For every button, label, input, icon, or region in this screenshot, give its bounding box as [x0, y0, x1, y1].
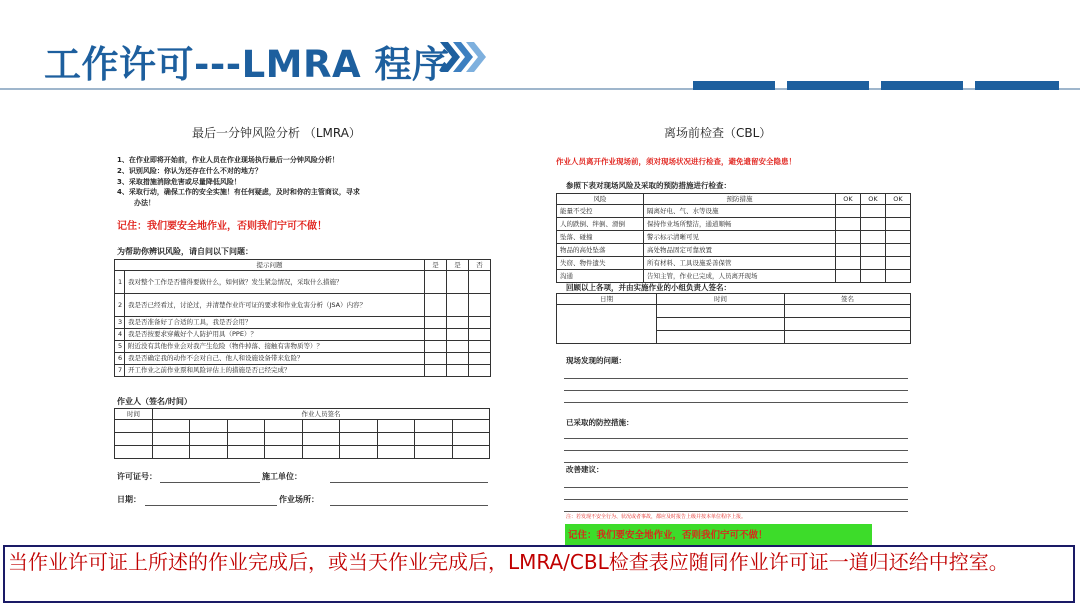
sign-time-cell[interactable] — [657, 318, 785, 331]
sign-cell[interactable] — [377, 420, 414, 433]
lmra-step: 3、采取措施消除危害或尽量降低风险！ — [117, 177, 241, 186]
sign-cell[interactable] — [340, 420, 377, 433]
sign-cell[interactable] — [452, 433, 490, 446]
ok-checkbox[interactable] — [836, 257, 861, 270]
risk-cell: 物品的高处坠落 — [557, 244, 644, 257]
table-row — [115, 294, 491, 317]
answer-checkbox[interactable] — [447, 317, 469, 329]
problems-line[interactable] — [564, 402, 908, 403]
lmra-warning: 记住：我们要安全地作业，否则我们宁可不做！ — [117, 221, 327, 232]
answer-checkbox[interactable] — [447, 294, 469, 317]
risk-cell: 能量不受控 — [557, 205, 644, 218]
question-text: 我是否确定我的动作不会对自己、他人和设施设备带来危险？ — [125, 353, 425, 365]
answer-header: 是 — [425, 260, 447, 271]
table-row — [115, 271, 491, 294]
sign-name-cell[interactable] — [785, 305, 911, 318]
ok-checkbox[interactable] — [861, 205, 886, 218]
header-accent-block — [787, 81, 869, 90]
green-warning: 记住：我们要安全地作业，否则我们宁可不做！ — [568, 530, 768, 541]
problems-line[interactable] — [564, 378, 908, 379]
table-row — [115, 446, 490, 459]
sign-cell[interactable] — [265, 433, 302, 446]
question-text: 我是否准备好了合适的工具，我是否会用？ — [125, 317, 425, 329]
answer-header: 否 — [469, 260, 491, 271]
sign-cell[interactable] — [153, 433, 190, 446]
measure-cell: 警示标示清晰可见 — [644, 231, 836, 244]
table-row — [115, 365, 491, 377]
suggest-line[interactable] — [564, 511, 908, 512]
sign-cell[interactable] — [415, 433, 452, 446]
sign-cell[interactable] — [265, 446, 302, 459]
cbl-check-table — [556, 193, 911, 283]
worker-sign-table — [114, 408, 490, 459]
sign-cell[interactable] — [377, 446, 414, 459]
table-row — [557, 270, 911, 283]
sign-cell[interactable] — [115, 446, 153, 459]
answer-header: 是 — [447, 260, 469, 271]
header-accent-block — [881, 81, 963, 90]
worker-sign-label: 作业人（签名/时间） — [117, 397, 192, 406]
answer-checkbox[interactable] — [447, 353, 469, 365]
lmra-step: 1、在作业即将开始前，作业人员在作业现场执行最后一分钟风险分析！ — [117, 156, 339, 164]
time-header: 时间 — [115, 409, 153, 420]
answer-checkbox[interactable] — [469, 329, 491, 341]
cbl-note: 注：若发现不安全行为、状况或者事故，都应及时报告上级并按本单位程序上报。 — [566, 514, 747, 520]
sign-date-cell[interactable] — [557, 305, 657, 344]
measure-cell: 所有材料、工具设施妥善保管 — [644, 257, 836, 270]
sign-cell[interactable] — [190, 420, 227, 433]
table-row — [557, 231, 911, 244]
sign-name-cell[interactable] — [785, 318, 911, 331]
site-field[interactable] — [330, 505, 488, 506]
unit-field[interactable] — [330, 482, 488, 483]
measure-header: 预防措施 — [644, 194, 836, 205]
lmra-step: 办法！ — [134, 199, 155, 207]
worker-sign-header: 作业人员签名 — [153, 409, 490, 420]
answer-checkbox[interactable] — [469, 294, 491, 317]
sign-time-header: 时间 — [657, 294, 785, 305]
table-row — [115, 433, 490, 446]
ok-checkbox[interactable] — [886, 257, 911, 270]
sign-cell[interactable] — [452, 446, 490, 459]
site-label: 作业场所： — [279, 495, 319, 504]
measure-cell: 高处物品固定可靠放置 — [644, 244, 836, 257]
table-row — [557, 257, 911, 270]
sign-name-header: 签名 — [785, 294, 911, 305]
question-number: 3 — [115, 317, 125, 329]
sign-cell[interactable] — [227, 446, 264, 459]
measure-cell: 保持作业场所整洁，通道顺畅 — [644, 218, 836, 231]
permit-no-field[interactable] — [160, 482, 260, 483]
sign-cell[interactable] — [227, 420, 264, 433]
sign-cell[interactable] — [340, 446, 377, 459]
ok-checkbox[interactable] — [886, 270, 911, 283]
sign-cell[interactable] — [153, 420, 190, 433]
question-text: 附近没有其他作业会对我产生危险（物件掉落、接触有害物质等）？ — [125, 341, 425, 353]
question-number: 4 — [115, 329, 125, 341]
cbl-sign-intro: 回顾以上各项，并由实施作业的小组负责人签名： — [566, 283, 731, 292]
answer-checkbox[interactable] — [447, 365, 469, 377]
ok-checkbox[interactable] — [886, 205, 911, 218]
answer-checkbox[interactable] — [425, 317, 447, 329]
answer-checkbox[interactable] — [469, 365, 491, 377]
sign-cell[interactable] — [415, 420, 452, 433]
answer-checkbox[interactable] — [447, 271, 469, 294]
answer-checkbox[interactable] — [469, 271, 491, 294]
suggest-label: 改善建议： — [566, 465, 604, 474]
question-header: 提示问题 — [115, 260, 425, 271]
question-number: 6 — [115, 353, 125, 365]
unit-label: 施工单位： — [262, 472, 302, 481]
table-row — [115, 353, 491, 365]
sign-cell[interactable] — [190, 446, 227, 459]
sign-cell[interactable] — [227, 433, 264, 446]
answer-checkbox[interactable] — [425, 294, 447, 317]
table-row — [115, 317, 491, 329]
date-label: 日期： — [117, 495, 141, 504]
measures-line[interactable] — [564, 462, 908, 463]
measures-line[interactable] — [564, 450, 908, 451]
header-accent-block — [693, 81, 775, 90]
sign-name-cell[interactable] — [785, 331, 911, 344]
answer-checkbox[interactable] — [447, 341, 469, 353]
answer-checkbox[interactable] — [469, 353, 491, 365]
risk-cell: 人的跌倒、绊倒、滑倒 — [557, 218, 644, 231]
lmra-title: 最后一分钟风险分析 （LMRA） — [192, 126, 361, 140]
ok-checkbox[interactable] — [836, 205, 861, 218]
ok-checkbox[interactable] — [886, 218, 911, 231]
answer-checkbox[interactable] — [447, 329, 469, 341]
lmra-question-table — [114, 259, 491, 377]
question-text: 开工作业之前作业票和风险评估上的措施是否已经完成？ — [125, 365, 425, 377]
table-row — [557, 244, 911, 257]
sign-cell[interactable] — [377, 433, 414, 446]
answer-checkbox[interactable] — [469, 341, 491, 353]
risk-header: 风险 — [557, 194, 644, 205]
header-accent-block — [975, 81, 1059, 90]
lmra-steps — [117, 156, 497, 208]
sign-cell[interactable] — [340, 433, 377, 446]
question-intro: 为帮助你辨识风险，请自问以下问题： — [117, 247, 253, 256]
permit-no-label: 许可证号： — [117, 472, 157, 481]
measure-cell: 隔离好电、气、水等设施 — [644, 205, 836, 218]
cbl-intro: 参照下表对现场风险及采取的预防措施进行检查： — [566, 181, 731, 190]
cbl-warning: 作业人员离开作业现场前，须对现场状况进行检查，避免遗留安全隐患！ — [556, 157, 796, 166]
ok-checkbox[interactable] — [836, 218, 861, 231]
question-number: 7 — [115, 365, 125, 377]
lmra-step: 2、识别风险：你认为还存在什么不对的地方？ — [117, 166, 262, 175]
sign-cell[interactable] — [190, 433, 227, 446]
ok-checkbox[interactable] — [861, 218, 886, 231]
ok-checkbox[interactable] — [861, 270, 886, 283]
sign-time-cell[interactable] — [657, 331, 785, 344]
ok-checkbox[interactable] — [886, 231, 911, 244]
table-row — [557, 218, 911, 231]
sign-cell[interactable] — [265, 420, 302, 433]
page-title: 工作许可---LMRA 程序 — [44, 43, 450, 86]
question-number: 2 — [115, 294, 125, 317]
table-row — [115, 329, 491, 341]
ok-checkbox[interactable] — [836, 244, 861, 257]
suggest-line[interactable] — [564, 499, 908, 500]
table-row — [115, 420, 490, 433]
question-number: 1 — [115, 271, 125, 294]
sign-cell[interactable] — [302, 420, 339, 433]
answer-checkbox[interactable] — [425, 329, 447, 341]
sign-date-header: 日期 — [557, 294, 657, 305]
risk-cell: 沟通 — [557, 270, 644, 283]
table-row — [115, 341, 491, 353]
risk-cell: 失窃、物件遗失 — [557, 257, 644, 270]
ok-checkbox[interactable] — [836, 270, 861, 283]
sign-cell[interactable] — [415, 446, 452, 459]
lmra-step: 4、采取行动，确保工作的安全实施！有任何疑虑，及时和你的主管商议，寻求 — [117, 188, 360, 197]
ok-header: OK — [836, 194, 861, 205]
answer-checkbox[interactable] — [425, 341, 447, 353]
sign-cell[interactable] — [302, 433, 339, 446]
cbl-sign-table — [556, 293, 911, 344]
ok-checkbox[interactable] — [836, 231, 861, 244]
double-chevron-right-icon — [440, 40, 486, 74]
sign-cell[interactable] — [153, 446, 190, 459]
suggest-line[interactable] — [564, 487, 908, 488]
answer-checkbox[interactable] — [425, 365, 447, 377]
question-number: 5 — [115, 341, 125, 353]
sign-cell[interactable] — [115, 433, 153, 446]
date-field[interactable] — [145, 505, 277, 506]
measures-line[interactable] — [564, 438, 908, 439]
answer-checkbox[interactable] — [469, 317, 491, 329]
measure-cell: 告知主管，作业已完成，人员离开现场 — [644, 270, 836, 283]
risk-cell: 坠落、碰撞 — [557, 231, 644, 244]
question-text: 我是否已经看过，讨论过，并清楚作业许可证的要求和作业危害分析（JSA）内容？ — [125, 294, 425, 317]
table-row — [557, 205, 911, 218]
ok-header: OK — [861, 194, 886, 205]
question-text: 我对整个工作是否懂得要做什么，如何做？发生紧急情况，采取什么措施？ — [125, 271, 425, 294]
answer-checkbox[interactable] — [425, 353, 447, 365]
ok-checkbox[interactable] — [861, 257, 886, 270]
cbl-title: 离场前检查（CBL） — [664, 126, 772, 140]
problems-label: 现场发现的问题： — [566, 356, 626, 365]
table-row — [557, 305, 911, 318]
sign-cell[interactable] — [115, 420, 153, 433]
sign-cell[interactable] — [452, 420, 490, 433]
ok-checkbox[interactable] — [861, 231, 886, 244]
measures-label: 已采取的防控措施： — [566, 418, 634, 427]
sign-time-cell[interactable] — [657, 305, 785, 318]
ok-checkbox[interactable] — [886, 244, 911, 257]
ok-header: OK — [886, 194, 911, 205]
ok-checkbox[interactable] — [861, 244, 886, 257]
question-text: 我是否按要求穿戴好个人防护用具（PPE）？ — [125, 329, 425, 341]
answer-checkbox[interactable] — [425, 271, 447, 294]
bottom-note: 当作业许可证上所述的作业完成后，或当天作业完成后，LMRA/CBL检查表应随同作业许可证一道归还给中控室。 — [8, 550, 1009, 574]
problems-line[interactable] — [564, 390, 908, 391]
sign-cell[interactable] — [302, 446, 339, 459]
